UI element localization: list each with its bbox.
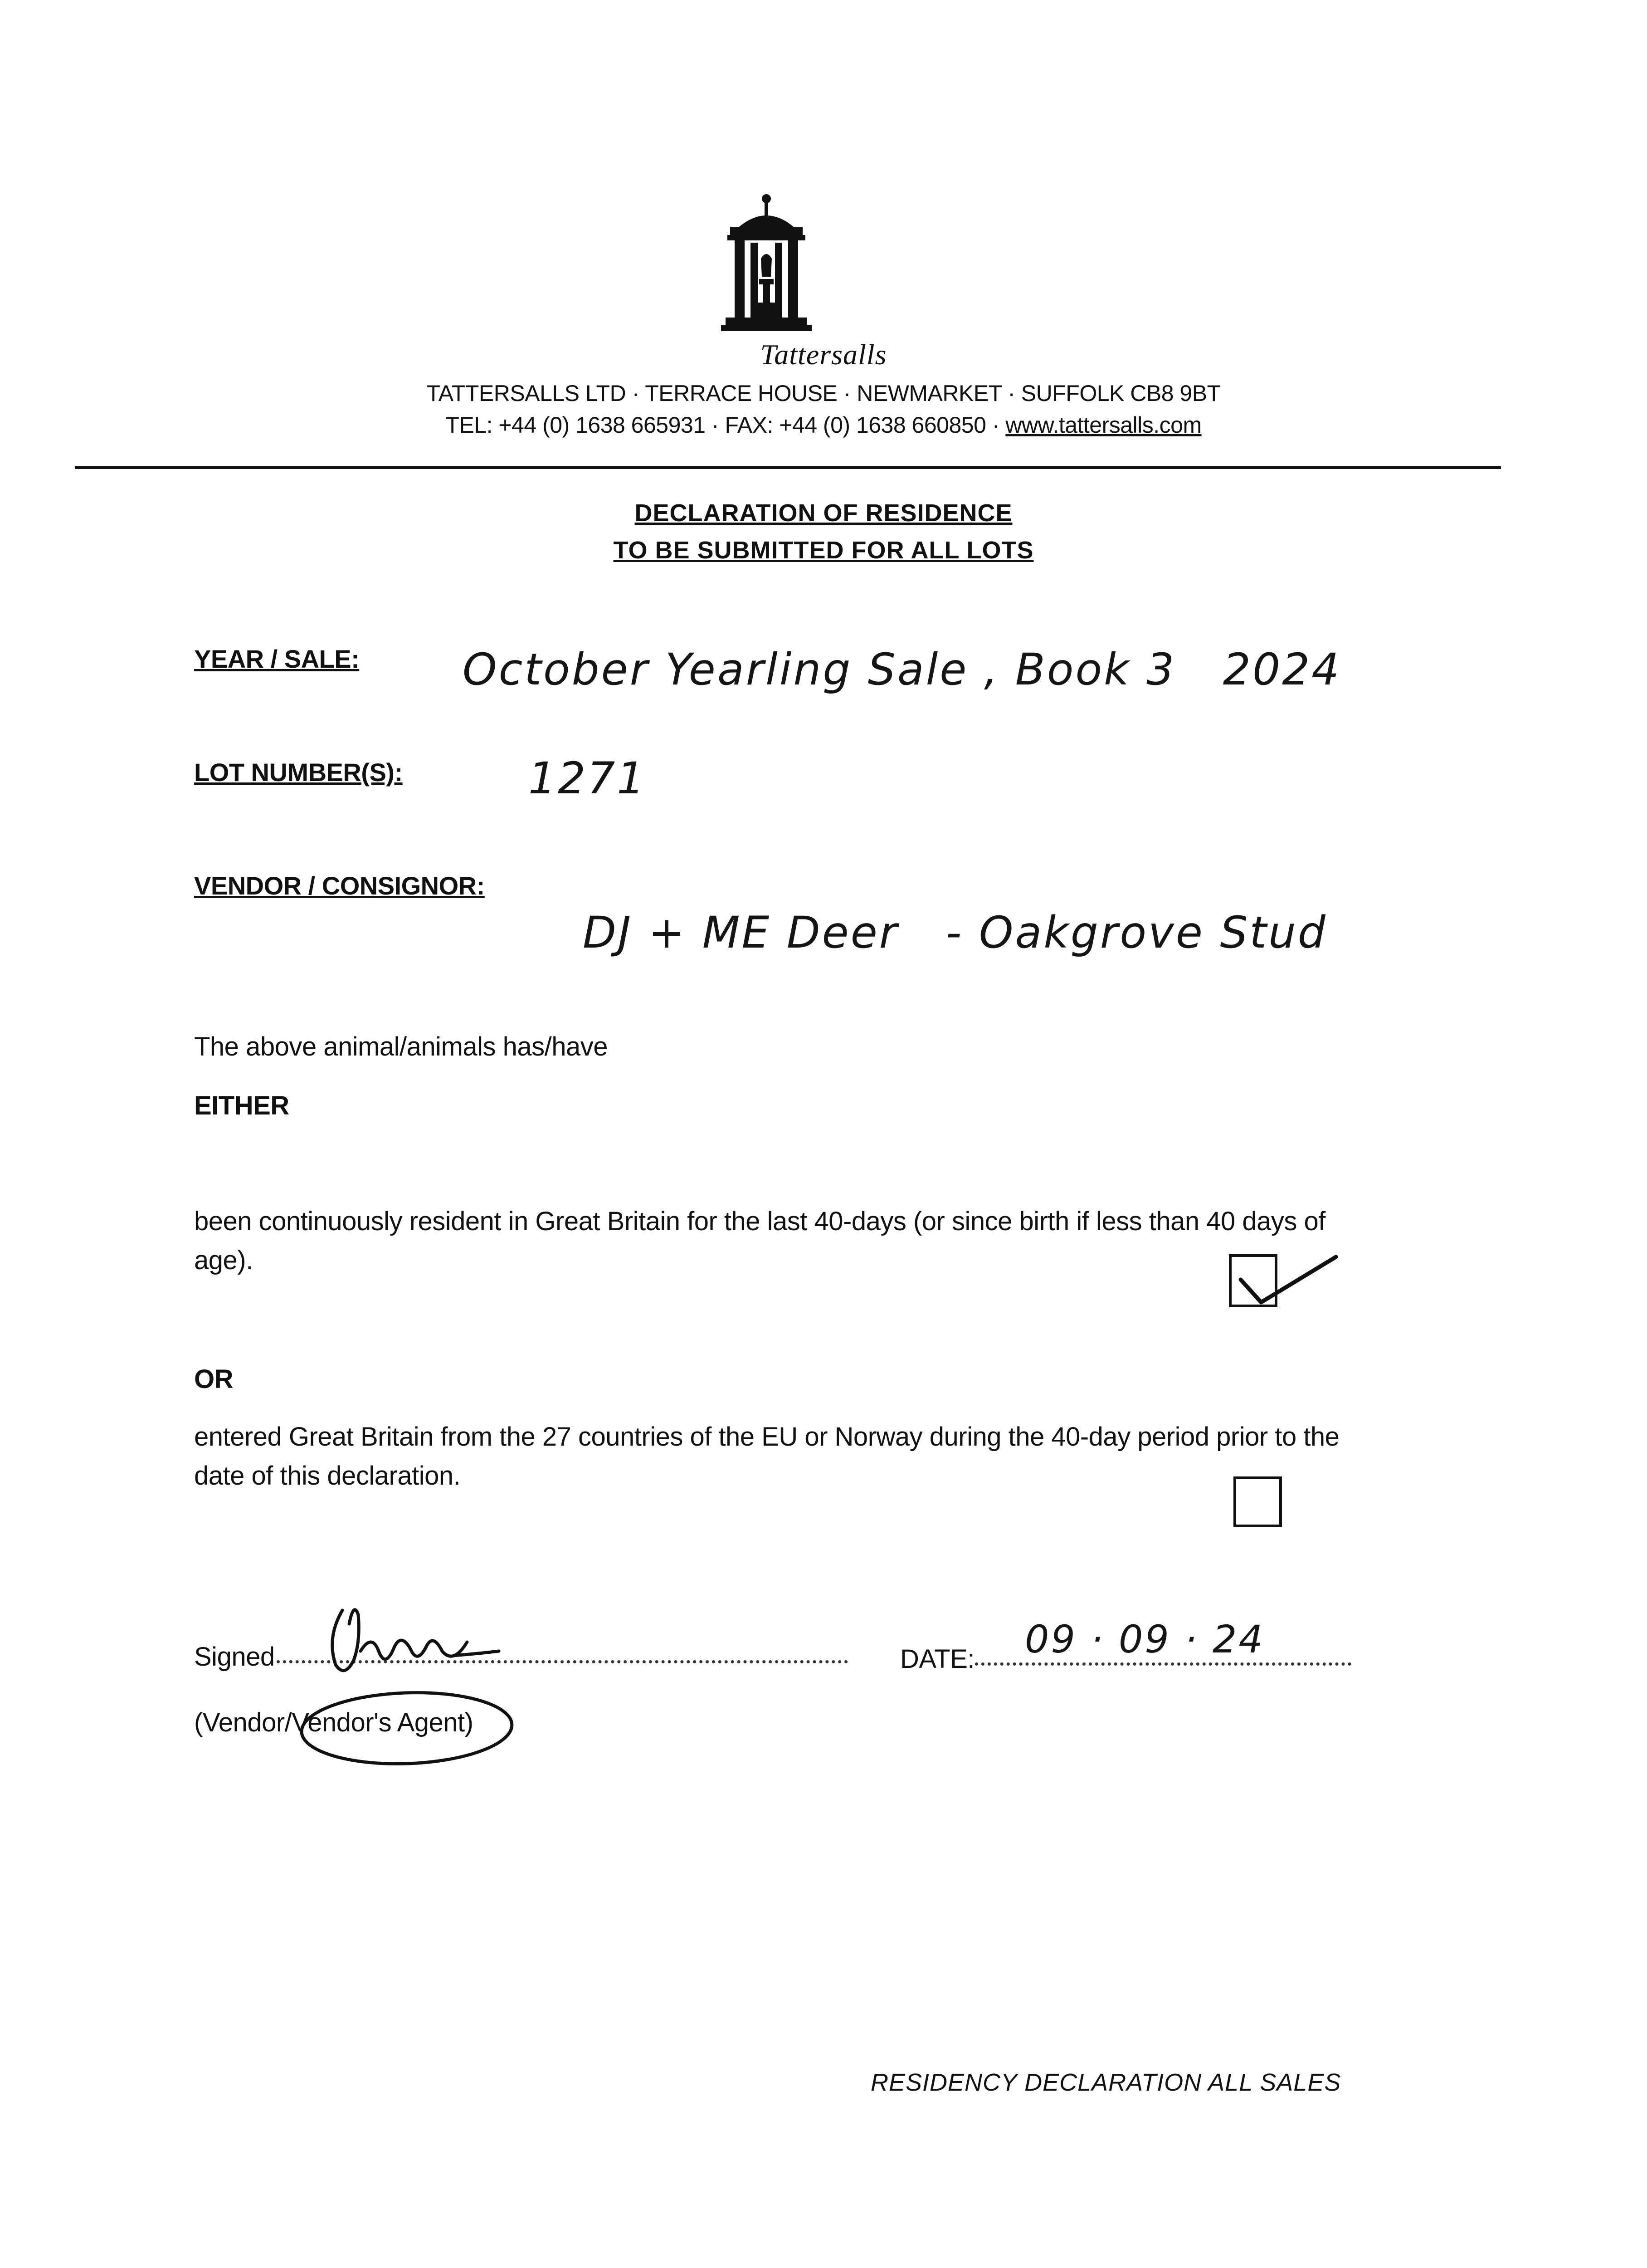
date-value[interactable]: 09 · 09 · 24 — [1025, 1617, 1265, 1662]
option-2-checkbox[interactable] — [1233, 1476, 1282, 1527]
signature-icon — [317, 1597, 508, 1683]
year-sale-label: YEAR / SALE: — [194, 645, 360, 673]
form-subtitle: TO BE SUBMITTED FOR ALL LOTS — [613, 537, 1034, 564]
brand-name: Tattersalls — [760, 338, 887, 371]
form-title: DECLARATION OF RESIDENCE — [634, 499, 1013, 527]
check-mark-icon — [1227, 1225, 1345, 1311]
vendor-value[interactable]: DJ + ME Deer - Oakgrove Stud — [583, 907, 1327, 958]
contact-line — [325, 412, 1322, 438]
selection-circle-icon — [297, 1687, 517, 1769]
signed-label: Signed — [194, 1642, 275, 1672]
intro-text: The above animal/animals has/have — [194, 1032, 608, 1061]
website-link[interactable]: www.tattersalls.com — [1005, 412, 1202, 438]
option-1-checkbox[interactable] — [1229, 1254, 1277, 1307]
footer-label: RESIDENCY DECLARATION ALL SALES — [871, 2069, 1341, 2096]
vendor-label: VENDOR / CONSIGNOR: — [194, 871, 485, 900]
option-2-text: entered Great Britain from the 27 countries of the EU or Norway during the 40-day period prior to the date of this declaration. — [194, 1422, 1340, 1491]
header-divider — [75, 466, 1501, 469]
lot-numbers-value[interactable]: 1271 — [528, 753, 647, 804]
year-sale-value[interactable]: October Yearling Sale , Book 3 2024 — [463, 644, 1341, 695]
either-label: EITHER — [194, 1091, 289, 1120]
contact-numbers: TEL: +44 (0) 1638 665931 · FAX: +44 (0) 1638 660850 · — [445, 412, 1006, 438]
lot-numbers-label: LOT NUMBER(S): — [194, 758, 403, 787]
role-vendors-agent: Vendor's Agent) — [292, 1708, 473, 1737]
tattersalls-logo-icon — [721, 191, 812, 340]
role-vendor: (Vendor/ — [194, 1708, 292, 1737]
company-address: TATTERSALLS LTD · TERRACE HOUSE · NEWMARKET · SUFFOLK CB8 9BT — [426, 381, 1221, 406]
option-1-text: been continuously resident in Great Britain for the last 40-days (or since birth if less than 40 days of age). — [194, 1207, 1325, 1275]
or-label: OR — [194, 1364, 233, 1394]
date-label: DATE: — [900, 1644, 975, 1674]
